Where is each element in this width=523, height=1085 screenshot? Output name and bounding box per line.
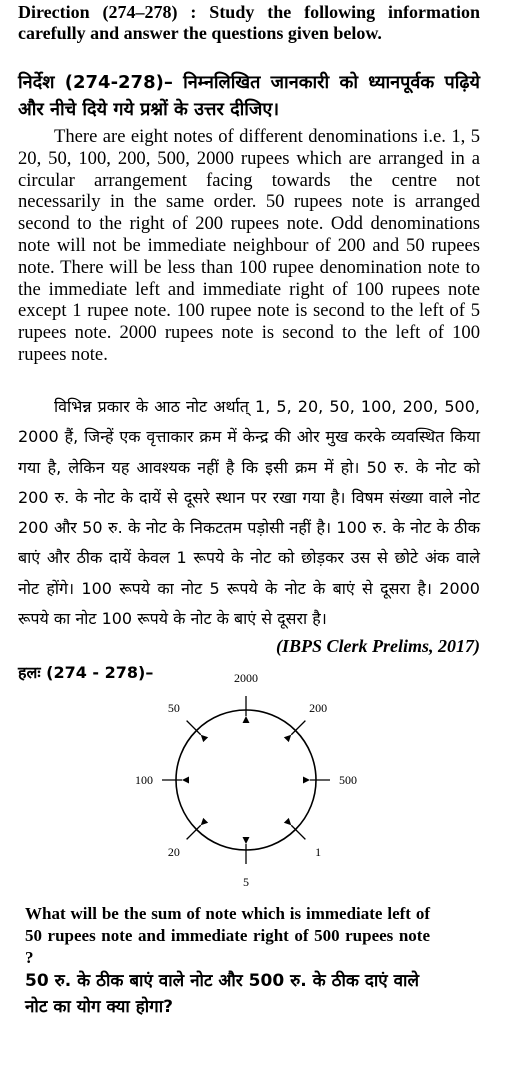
note-position bbox=[243, 837, 250, 889]
circular-arrangement-diagram bbox=[130, 671, 370, 889]
arrow-head-icon bbox=[243, 837, 250, 844]
note-position bbox=[135, 773, 189, 787]
note-label: 20 bbox=[167, 845, 180, 860]
note-label: 500 bbox=[339, 773, 357, 787]
arrow-head-icon bbox=[201, 735, 208, 742]
passage-english: There are eight notes of different denominations i.e. 1, 5 20, 50, 100, 200, 500, 2000 rupees which are arranged in a circular arrangement facing towards the centre not necessarily in the same order. 50 rupees note is arranged second to the right of 200 rupees note. Odd denominations note will not be immediate neighbour of 200 and 50 rupees note. There will be less than 100 rupee denomination note to the immediate left and immediate right of 100 rupees note except 1 rupee note. 100 rupee note is second to the left of 5 rupees note. 2000 rupees note is second to the left of 100 rupees note. bbox=[18, 126, 480, 365]
direction-heading-english: Direction (274–278) : Study the following information carefully and answer the questions given below. bbox=[18, 2, 480, 43]
arrow-head-icon bbox=[303, 777, 310, 784]
solution-label: हलः (274 - 278)– bbox=[18, 663, 154, 682]
arrow-head-icon bbox=[284, 735, 291, 742]
arrow-head-icon bbox=[201, 818, 208, 825]
arrow-head-icon bbox=[243, 716, 250, 723]
question-english: What will be the sum of note which is immediate left of 50 rupees note and immediate right of 500 rupees note ? bbox=[25, 904, 430, 967]
note-label: 2000 bbox=[234, 671, 258, 685]
note-position bbox=[303, 773, 357, 787]
note-label: 1 bbox=[315, 845, 322, 860]
note-label: 50 bbox=[167, 700, 180, 715]
note-position bbox=[234, 671, 258, 723]
arrow-head-icon bbox=[284, 818, 291, 825]
question-hindi: 50 रु. के ठीक बाएं वाले नोट और 500 रु. के ठीक दाएं वाले नोट का योग क्या होगा? bbox=[25, 971, 419, 1017]
note-position bbox=[168, 818, 208, 859]
note-position bbox=[168, 701, 208, 742]
arrow-head-icon bbox=[182, 777, 189, 784]
note-position bbox=[284, 818, 321, 859]
note-label: 100 bbox=[135, 773, 153, 787]
direction-heading-hindi: निर्देश (274-278)– निम्नलिखित जानकारी को ध्यानपूर्वक पढ़िये और नीचे दिये गये प्रश्नों के उत्तर दीजिए। bbox=[18, 72, 480, 120]
note-label: 200 bbox=[309, 700, 328, 715]
note-label: 5 bbox=[243, 875, 249, 889]
note-position bbox=[284, 701, 327, 742]
exam-citation: (IBPS Clerk Prelims, 2017) bbox=[275, 636, 480, 656]
passage-hindi: विभिन्न प्रकार के आठ नोट अर्थात् 1, 5, 20, 50, 100, 200, 500, 2000 हैं, जिन्हें एक वृत्ताकार क्रम में केन्द्र की ओर मुख करके व्यवस्थित किया गया है, लेकिन यह आवश्यक नहीं है कि इसी क्रम में हो। 50 रु. के नोट को 200 रु. के नोट के दायें से दूसरे स्थान पर रखा गया है। विषम संख्या वाले नोट 200 और 50 रु. के नोट के निकटतम पड़ोसी नहीं है। 100 रु. के नोट के ठीक बाएं और ठीक दायें केवल 1 रूपये के नोट को छोड़कर उस से छोटे अंक वाले नोट होंगे। 100 रूपये का नोट 5 रूपये के नोट के बाएं से दूसरा है। 2000 रूपये का नोट 100 रूपये के नोट के बाएं से दूसरा है। bbox=[18, 397, 480, 629]
